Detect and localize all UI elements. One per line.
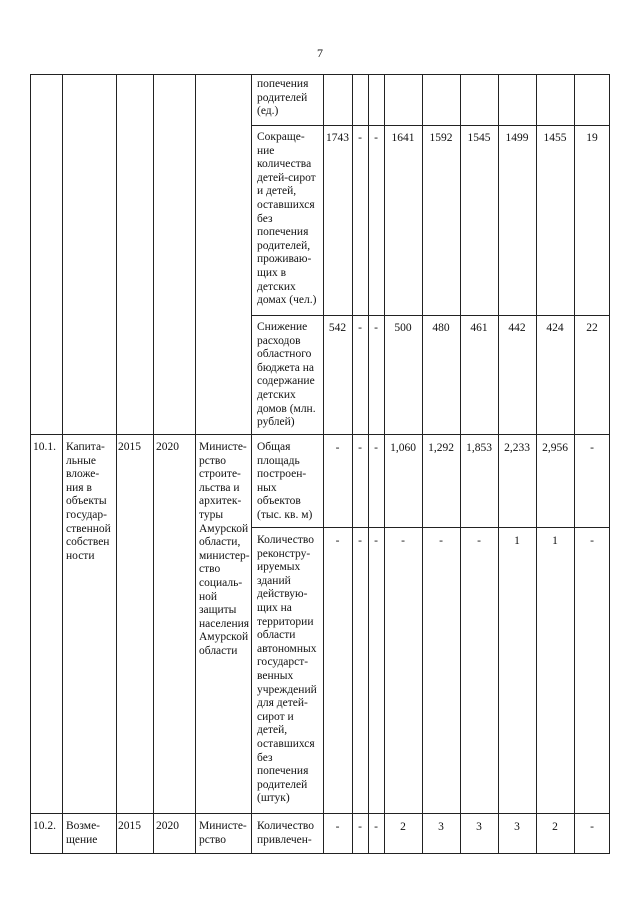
- start-year: 2015: [118, 441, 141, 453]
- item-number: 10.2.: [33, 820, 56, 832]
- value-cell: 19: [586, 132, 598, 144]
- value-cell: -: [374, 132, 378, 144]
- page-number: 7: [317, 46, 323, 60]
- value-cell: -: [439, 535, 443, 547]
- value-cell: 3: [514, 821, 520, 833]
- value-cell: -: [590, 821, 594, 833]
- value-cell: 442: [508, 322, 526, 334]
- value-cell: -: [374, 821, 378, 833]
- value-cell: 2,956: [542, 442, 568, 454]
- col-divider: [536, 74, 537, 854]
- col-divider: [352, 74, 353, 854]
- value-cell: 1: [552, 535, 558, 547]
- value-cell: -: [477, 535, 481, 547]
- row-divider: [30, 434, 610, 435]
- value-cell: -: [335, 821, 340, 833]
- value-cell: -: [358, 821, 362, 833]
- value-cell: -: [358, 132, 362, 144]
- value-cell: -: [590, 535, 594, 547]
- end-year: 2020: [156, 820, 179, 832]
- indicator-text: Количество привлечен-: [257, 820, 314, 846]
- col-divider: [62, 74, 63, 854]
- value-cell: -: [358, 322, 362, 334]
- value-cell: 1,292: [428, 442, 454, 454]
- value-cell: 1455: [543, 132, 567, 144]
- value-cell: 1592: [429, 132, 453, 144]
- value-cell: 3: [438, 821, 444, 833]
- col-divider: [574, 74, 575, 854]
- executor: Министе-рство: [199, 820, 247, 846]
- value-cell: 2,233: [504, 442, 530, 454]
- value-cell: 480: [432, 322, 450, 334]
- col-divider: [368, 74, 369, 854]
- value-cell: 500: [394, 322, 412, 334]
- value-cell: 1: [514, 535, 520, 547]
- item-number: 10.1.: [33, 441, 56, 453]
- row-divider: [251, 125, 610, 126]
- row-divider: [251, 315, 610, 316]
- value-cell: 1641: [391, 132, 415, 144]
- indicator-text: Количество реконстру-ируемых зданий действую-щих на территории области автономных государст-венных учреждений для детей-сирот и детей, оставшихся без попечения родителей (штук): [257, 534, 317, 805]
- value-cell: 22: [586, 322, 598, 334]
- value-cell: -: [358, 535, 362, 547]
- value-cell: 1743: [326, 132, 349, 144]
- value-cell: -: [358, 442, 362, 454]
- value-cell: -: [590, 442, 594, 454]
- row-divider: [251, 527, 610, 528]
- start-year: 2015: [118, 820, 141, 832]
- indicator-text: Сокраще-ние количества детей-сирот и детей, оставшихся без попечения родителей, проживаю-щих в детских домах (чел.): [257, 131, 317, 307]
- value-cell: 542: [328, 322, 347, 334]
- item-name: Капита-льные вложе-ния в объекты государ-ственной собствен ности: [66, 441, 111, 562]
- value-cell: -: [374, 442, 378, 454]
- value-cell: 3: [476, 821, 482, 833]
- value-cell: -: [374, 322, 378, 334]
- col-divider: [460, 74, 461, 854]
- col-divider: [422, 74, 423, 854]
- col-divider: [195, 74, 196, 854]
- value-cell: -: [374, 535, 378, 547]
- end-year: 2020: [156, 441, 179, 453]
- value-cell: 461: [470, 322, 488, 334]
- value-cell: -: [401, 535, 405, 547]
- col-divider: [498, 74, 499, 854]
- value-cell: -: [335, 535, 340, 547]
- value-cell: -: [335, 442, 340, 454]
- indicator-text: попечения родителей (ед.): [257, 78, 309, 118]
- col-divider: [251, 74, 252, 854]
- col-divider: [116, 74, 117, 854]
- value-cell: 424: [546, 322, 564, 334]
- value-cell: 2: [400, 821, 406, 833]
- col-divider: [384, 74, 385, 854]
- indicator-text: Снижение расходов областного бюджета на содержание детских домов (млн. рублей): [257, 321, 316, 429]
- value-cell: 1499: [505, 132, 529, 144]
- item-name: Возме-щение: [66, 820, 101, 846]
- value-cell: 2: [552, 821, 558, 833]
- value-cell: 1545: [467, 132, 491, 144]
- col-divider: [323, 74, 324, 854]
- indicator-text: Общая площадь построен-ных объектов (тыс. кв. м): [257, 441, 313, 521]
- row-divider: [30, 813, 610, 814]
- value-cell: 1,853: [466, 442, 492, 454]
- col-divider: [153, 74, 154, 854]
- executor: Министе-рство строите-льства и архитек-туры Амурской области, министер-ство социаль-ной защиты населения Амурской области: [199, 441, 250, 657]
- value-cell: 1,060: [390, 442, 416, 454]
